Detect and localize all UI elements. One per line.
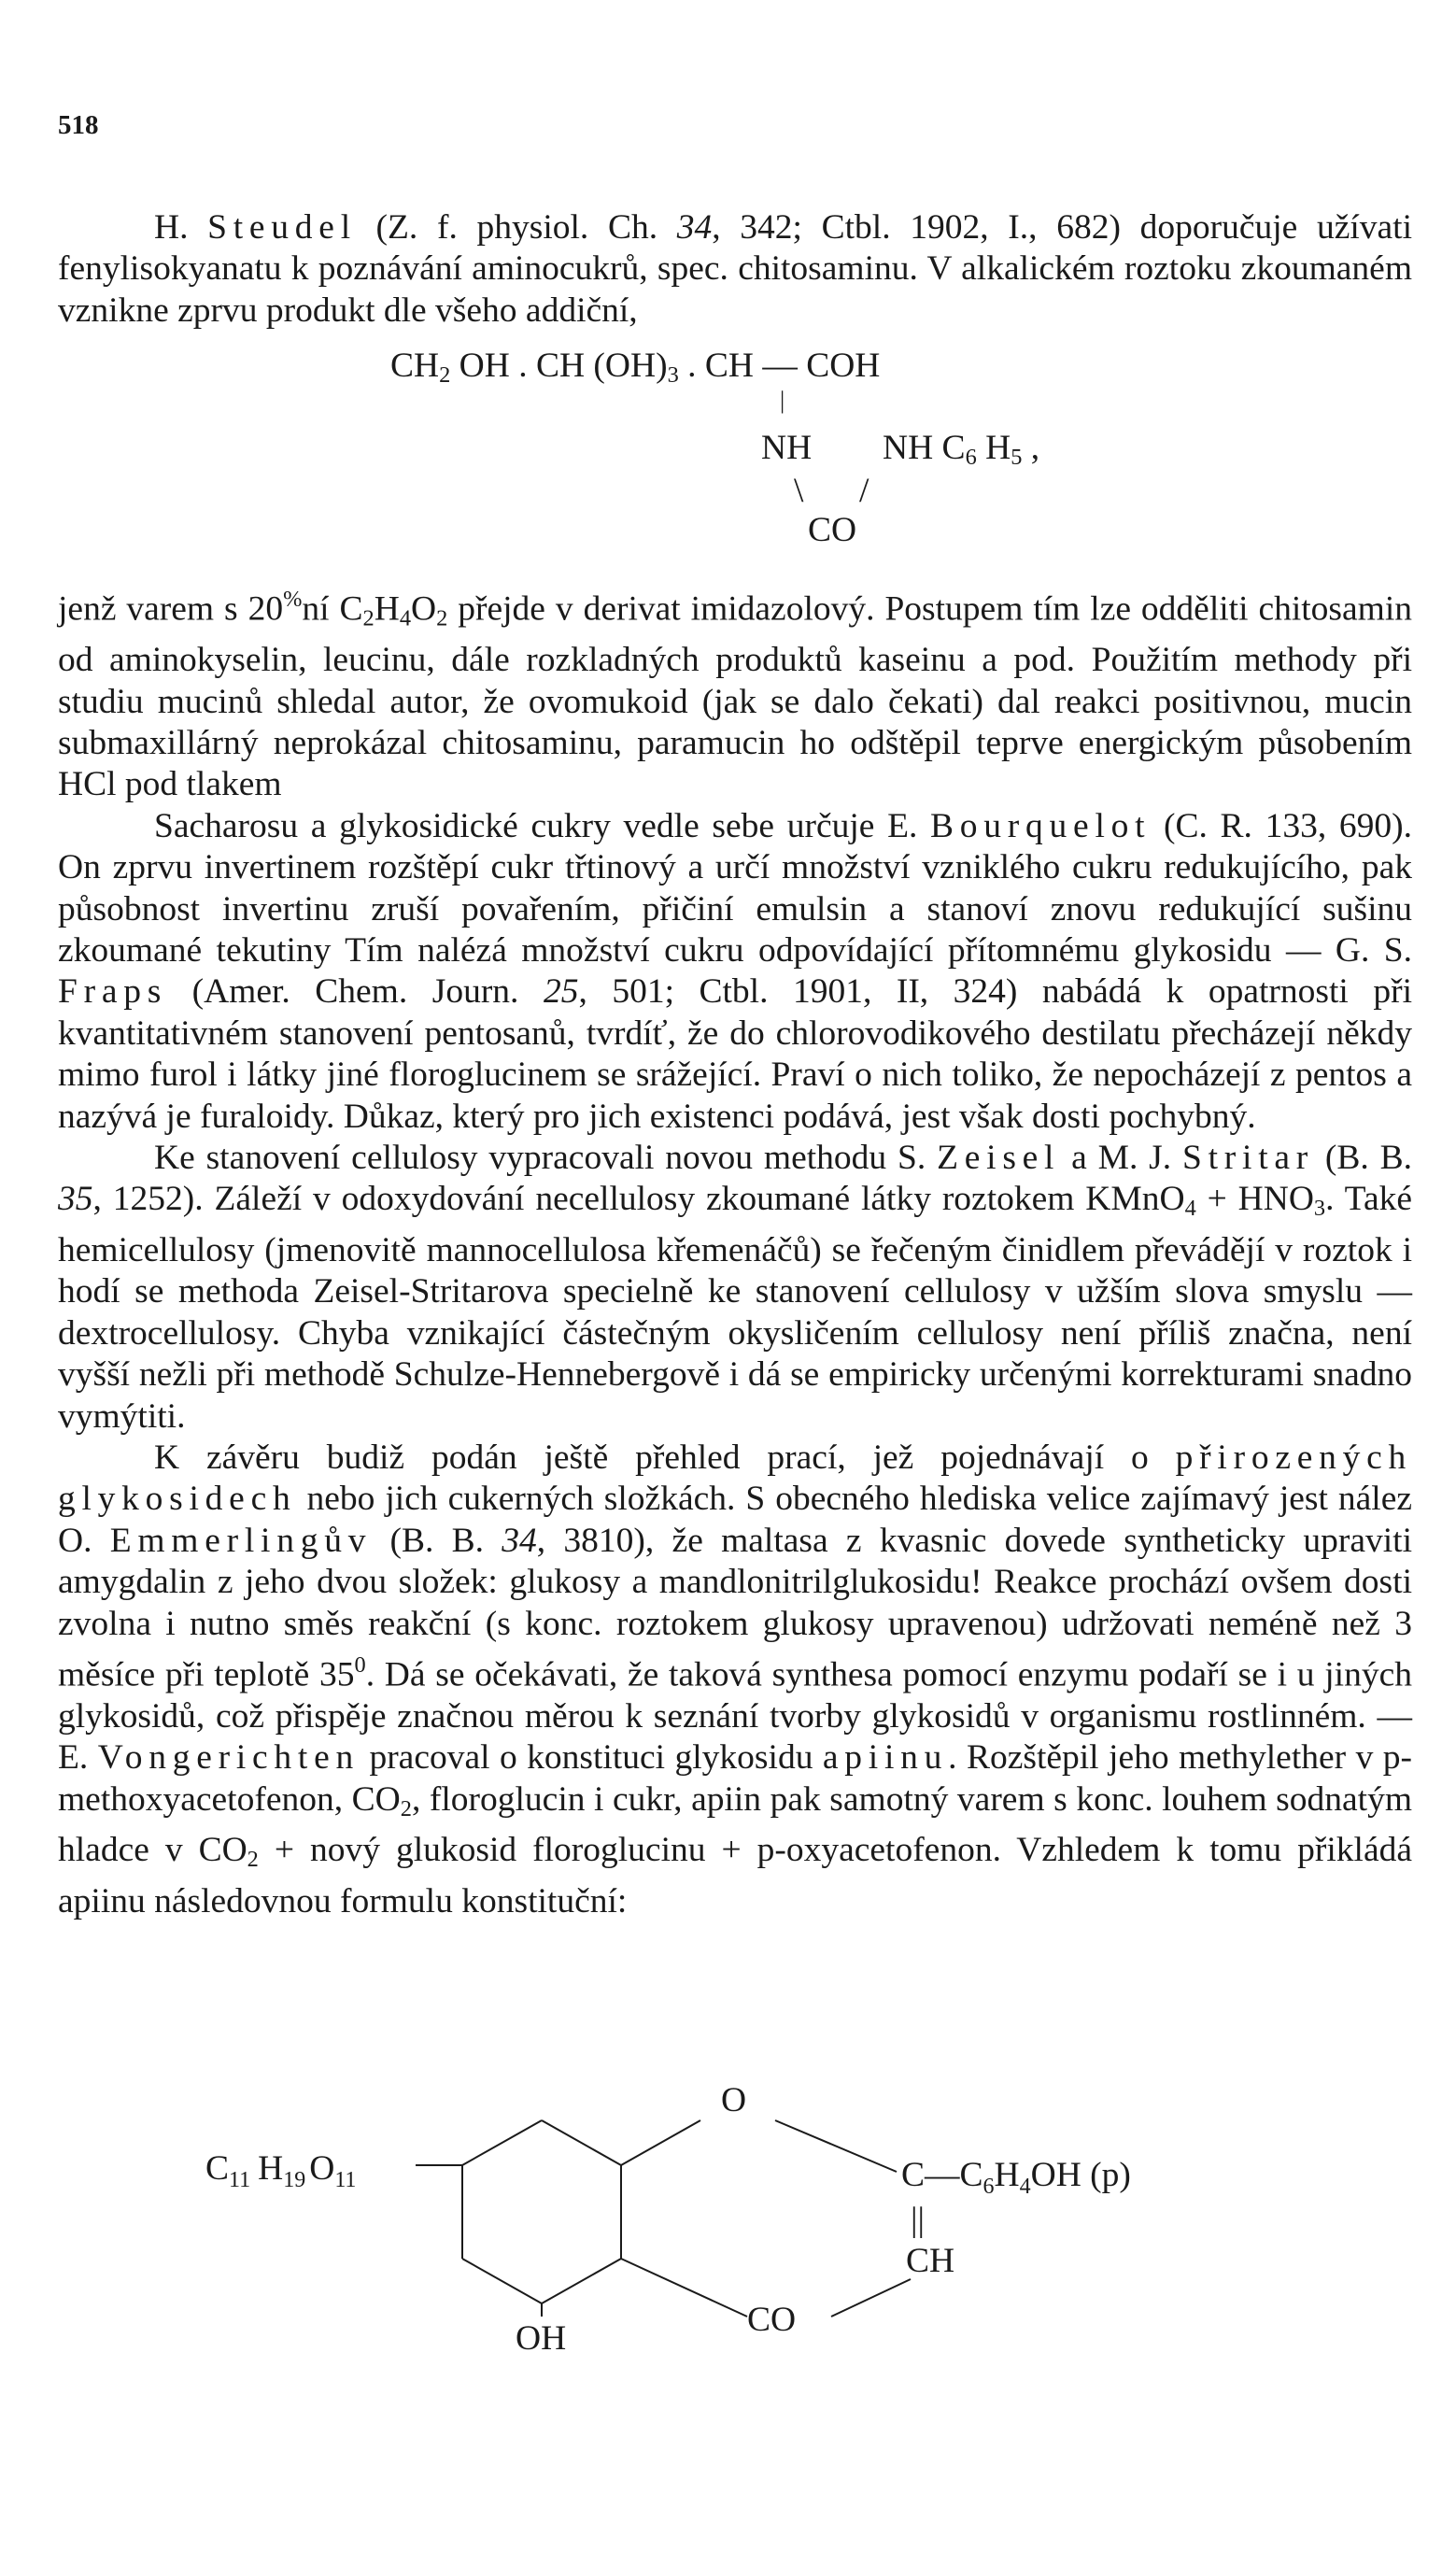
ch-group: CH	[906, 2242, 955, 2280]
page-number: 518	[58, 110, 99, 140]
paragraph-imidazole: jenž varem s 20%ní $C_2H_4O_2$ přejde v derivat imidazolový. Postupem tím lze odděliti chitosamin od aminokyselin, leucinu, dále rozkladných produktů kaseinu a pod. Použitím methody při studiu mucinů shledal autor, že ovomukoid (jak se dalo čekati) dal reakci positivnou, mucin submaxillárný neprokázal chitosaminu, paramucin ho odštěpil teprve energickým působením HCl pod tlakem	[58, 587, 1413, 804]
author-name: Steudel	[207, 208, 357, 247]
ring-oxygen: O	[721, 2081, 747, 2119]
phenol-substituent: $C—C_6H_4OH$ (p)	[901, 2156, 1131, 2199]
sugar-substituent: $C_{11}$ $H_{19}$ $O_{11}$	[205, 2149, 357, 2192]
hydroxyl-group: OH	[516, 2319, 567, 2358]
apiin-formula-drawing	[187, 2027, 1261, 2401]
apiin-structural-formula	[187, 2027, 1261, 2401]
paragraph-glycosides: K závěru budiž podán ještě přehled prací, jež pojednávají o přirozených glykosidech nebo jich cukerných složkách. S obecného hlediska velice zajímavý jest nález O. Emmerlingův (B. B. 34, 3810), že maltasa z kvasnic dovede syntheticky upraviti amygdalin z jeho dvou složek: glukosy a mandlonitrilglukosidu! Reakce prochází ovšem dosti zvolna i nutno směs reakční (s konc. roztokem glukosy upravenou) udržovati neméně než 3 měsíce při teplotě $35^0$. Dá se očekávati, že taková synthesa pomocí enzymu podaří se i u jiných glykosidů, což přispěje značnou měrou k seznání tvorby glykosidů v organismu rostlinném. — E. Vongerichten pracoval o konstituci glykosidu apiinu. Rozštěpil jeho methylether v p-methoxyacetofenon, $CO_2$, floroglucin i cukr, apiin pak samotný varem s konc. louhem sodnatým hladce v $CO_2$ + nový glukosid floroglucinu + p-oxyacetofenon. Vzhledem k tomu přikládá apiinu následovnou formulu konstituční:	[58, 1438, 1413, 1920]
carbonyl-group: CO	[747, 2301, 797, 2339]
paragraph-zeisel: Ke stanovení cellulosy vypracovali novou methodu S. Zeisel a M. J. Stritar (B. B. 35, 1252). Záleží v odoxydování necellulosy zkoumané látky roztokem KMnO$_4$ + $HNO_3$. Také hemicellulosy (jmenovitě mannocellulosa křemenáčů) se řečeným činidlem převádějí v roztok i hodí se methoda Zeisel-Stritarova specielně ke stanovení cellulosy v užším slova smyslu — dextrocellulosy. Chyba vznikající částečným okysličením cellulosy není příliš značna, není vyšší nežli při methodě Schulze-Hennebergově i dá se empiricky určenými korrekturami snadno vymýtiti.	[58, 1139, 1412, 1436]
paragraph-steudel: H. Steudel (Z. f. physiol. Ch. 34, 342; Ctbl. 1902, I., 682) doporučuje užívati fenylisokyanatu k poznávání aminocukrů, spec. chitosaminu. V alkalickém roztoku zkoumaném vznikne zprvu produkt dle všeho addiční,	[58, 208, 1412, 330]
paragraph-bourquelot: Sacharosu a glykosidické cukry vedle sebe určuje E. Bourquelot (C. R. 133, 690). On zprvu invertinem rozštěpí cukr třtinový a určí množství vzniklého cukru redukujícího, pak působnost invertinu zruší povařením, přičiní emulsin a stanoví znovu redukující sušinu zkoumané tekutiny Tím nalézá množství cukru odpovídající přítomnému glykosidu — G. S. Fraps (Amer. Chem. Journ. 25, 501; Ctbl. 1901, II, 324) nabádá k opatrnosti při kvantitativném stanovení pentosanů, tvrdíť, že do chlorovodikového destilatu přecházejí někdy mimo furol i látky jiné floroglucinem se srážející. Praví o nich toliko, že nepocházejí z pentos a nazývá je furaloidy. Důkaz, který pro jich existenci podává, jest však dosti pochybný.	[58, 806, 1412, 1136]
ring-bonds	[416, 2120, 911, 2317]
body-text	[58, 579, 1412, 1922]
double-bond: ||	[911, 2201, 926, 2239]
addition-product-formula: $CH_2$ OH . CH $(OH)_3$ . CH — COH | NH NH $C_6$ $H_5$ , \ / CO	[390, 347, 1040, 549]
